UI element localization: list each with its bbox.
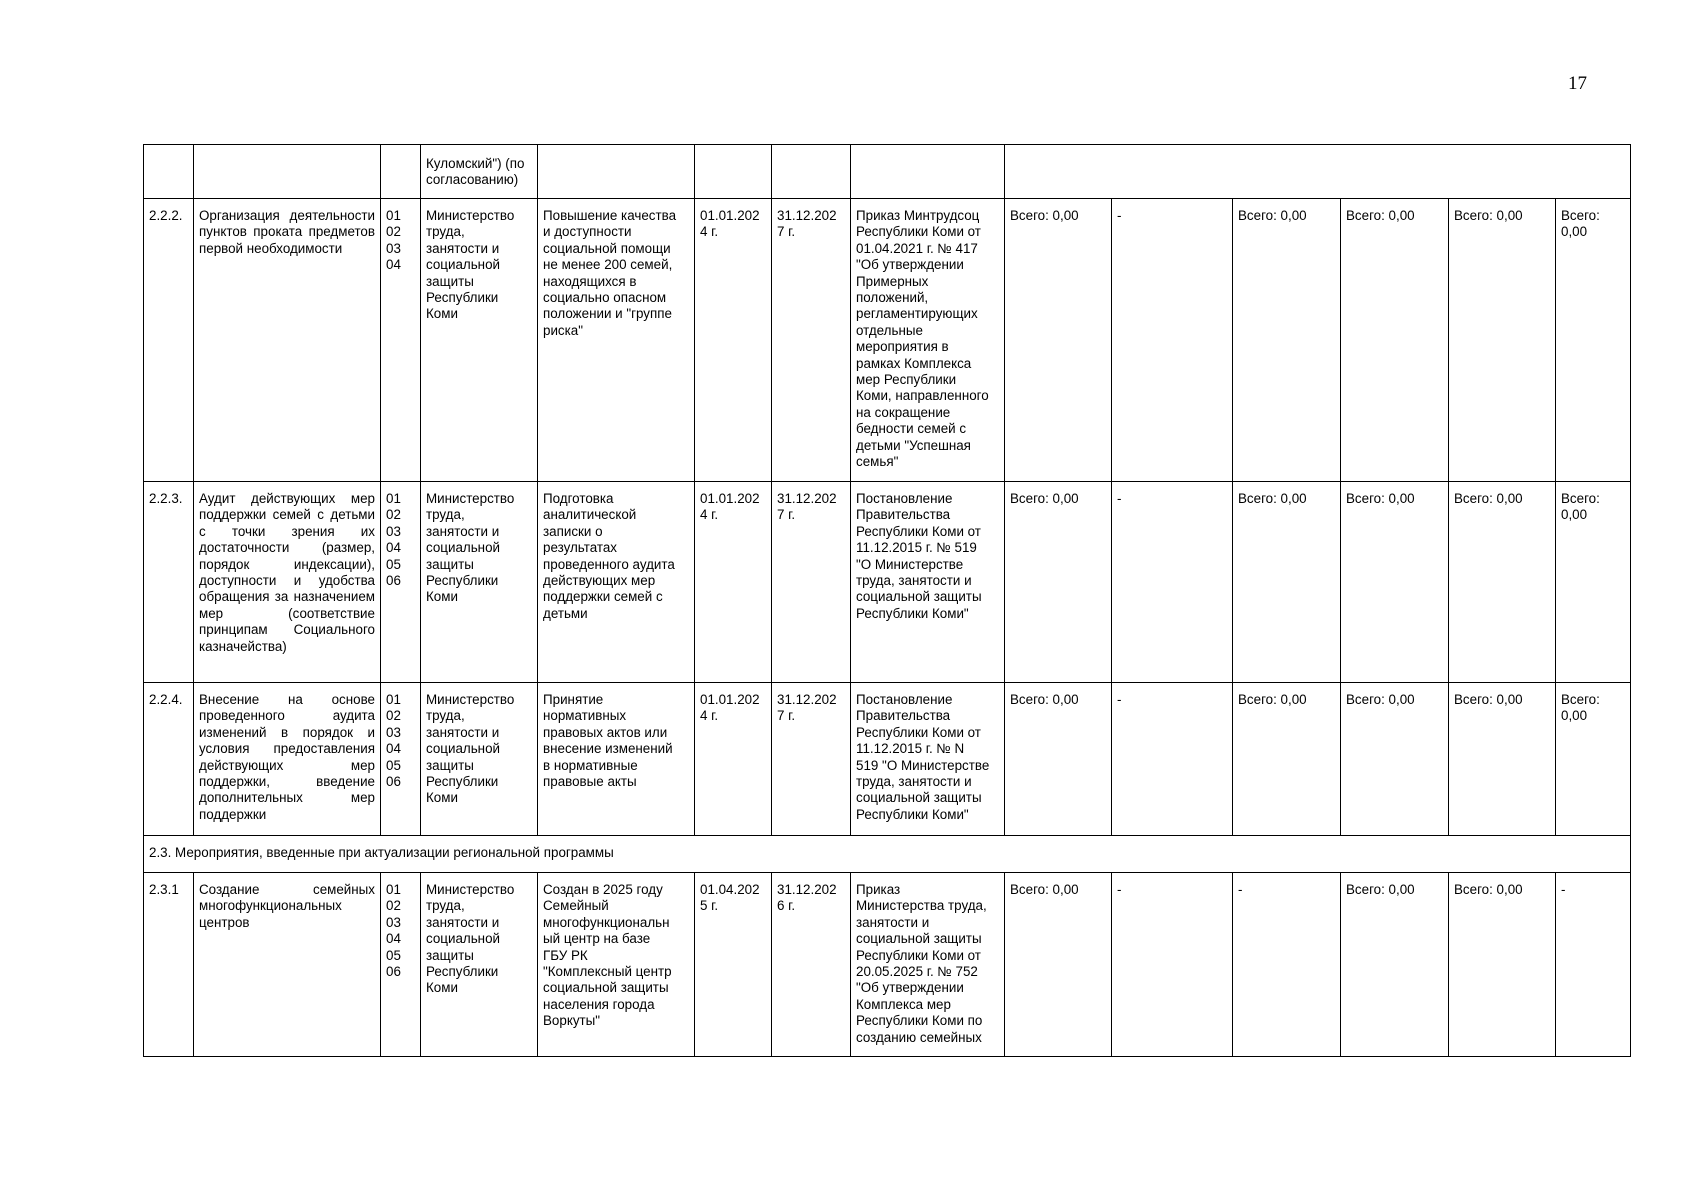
cell-funding-4: Всего: 0,00 xyxy=(1341,683,1449,836)
cell-result xyxy=(538,145,695,199)
cell-end: 31.12.202 7 г. xyxy=(772,199,851,482)
cell-document: Постановление Правительства Республики Коми от 11.12.2015 г. № N 519 "О Министерстве труда, занятости и социальной защиты Республики Коми" xyxy=(851,683,1005,836)
cell-funding-6: Всего: 0,00 xyxy=(1556,199,1631,482)
cell-codes: 01 02 03 04 xyxy=(381,199,421,482)
page-number: 17 xyxy=(1568,73,1587,94)
cell-end: 31.12.202 7 г. xyxy=(772,683,851,836)
cell-financing xyxy=(1005,145,1631,199)
cell-funding-4: Всего: 0,00 xyxy=(1341,199,1449,482)
cell-funding-1: Всего: 0,00 xyxy=(1005,873,1112,1057)
cell-codes: 01 02 03 04 05 06 xyxy=(381,873,421,1057)
cell-start: 01.01.202 4 г. xyxy=(695,482,772,683)
cell-start xyxy=(695,145,772,199)
cell-funding-1: Всего: 0,00 xyxy=(1005,199,1112,482)
table-row xyxy=(144,683,1631,836)
cell-result: Повышение качества и доступности социальной помощи не менее 200 семей, находящихся в социально опасном положении и "группе риска" xyxy=(538,199,695,482)
cell-start: 01.04.202 5 г. xyxy=(695,873,772,1057)
cell-funding-1: Всего: 0,00 xyxy=(1005,683,1112,836)
section-row xyxy=(144,836,1631,873)
cell-funding-2: - xyxy=(1112,683,1233,836)
cell-result: Создан в 2025 году Семейный многофункциональн ый центр на базе ГБУ РК "Комплексный центр социальной защиты населения города Воркуты" xyxy=(538,873,695,1057)
cell-codes xyxy=(381,145,421,199)
cell-name xyxy=(194,145,381,199)
cell-funding-2: - xyxy=(1112,199,1233,482)
cell-num: 2.3.1 xyxy=(144,873,194,1057)
cell-funding-2: - xyxy=(1112,482,1233,683)
table-row xyxy=(144,873,1631,1057)
cell-executor: Министерство труда, занятости и социальной защиты Республики Коми xyxy=(421,683,538,836)
cell-result: Принятие нормативных правовых актов или внесение изменений в нормативные правовые акты xyxy=(538,683,695,836)
cell-funding-5: Всего: 0,00 xyxy=(1449,683,1556,836)
cell-result: Подготовка аналитической записки о результатах проведенного аудита действующих мер поддержки семей с детьми xyxy=(538,482,695,683)
cell-start: 01.01.202 4 г. xyxy=(695,683,772,836)
cell-funding-6: - xyxy=(1556,873,1631,1057)
table-row xyxy=(144,199,1631,482)
cell-num: 2.2.4. xyxy=(144,683,194,836)
measures-table xyxy=(143,144,1631,1057)
cell-funding-6: Всего: 0,00 xyxy=(1556,683,1631,836)
cell-end xyxy=(772,145,851,199)
cell-executor: Министерство труда, занятости и социальной защиты Республики Коми xyxy=(421,482,538,683)
section-title: 2.3. Мероприятия, введенные при актуализации региональной программы xyxy=(144,836,1631,873)
cell-funding-3: Всего: 0,00 xyxy=(1233,199,1341,482)
cell-name: Создание семейных многофункциональных центров xyxy=(194,873,381,1057)
cell-num: 2.2.3. xyxy=(144,482,194,683)
cell-document: Приказ Минтрудсоц Республики Коми от 01.04.2021 г. № 417 "Об утверждении Примерных положений, регламентирующих отдельные мероприятия в рамках Комплекса мер Республики Коми, направленного на сокращение бедности семей с детьми "Успешная семья" xyxy=(851,199,1005,482)
cell-funding-3: Всего: 0,00 xyxy=(1233,683,1341,836)
cell-end: 31.12.202 6 г. xyxy=(772,873,851,1057)
cell-num xyxy=(144,145,194,199)
cell-document xyxy=(851,145,1005,199)
cell-funding-5: Всего: 0,00 xyxy=(1449,482,1556,683)
cell-document: Постановление Правительства Республики Коми от 11.12.2015 г. № 519 "О Министерстве труда, занятости и социальной защиты Республики Коми" xyxy=(851,482,1005,683)
cell-end: 31.12.202 7 г. xyxy=(772,482,851,683)
cell-funding-4: Всего: 0,00 xyxy=(1341,482,1449,683)
cell-funding-3: - xyxy=(1233,873,1341,1057)
cell-document: Приказ Министерства труда, занятости и социальной защиты Республики Коми от 20.05.2025 г. № 752 "Об утверждении Комплекса мер Республики Коми по созданию семейных xyxy=(851,873,1005,1057)
cell-funding-3: Всего: 0,00 xyxy=(1233,482,1341,683)
cell-codes: 01 02 03 04 05 06 xyxy=(381,482,421,683)
cell-name: Организация деятельности пунктов проката предметов первой необходимости xyxy=(194,199,381,482)
cell-funding-5: Всего: 0,00 xyxy=(1449,199,1556,482)
cell-executor: Министерство труда, занятости и социальной защиты Республики Коми xyxy=(421,199,538,482)
cell-num: 2.2.2. xyxy=(144,199,194,482)
cell-executor: Куломский") (по согласованию) xyxy=(421,145,538,199)
cell-name: Внесение на основе проведенного аудита изменений в порядок и условия предоставления действующих мер поддержки, введение дополнительных мер поддержки xyxy=(194,683,381,836)
cell-funding-4: Всего: 0,00 xyxy=(1341,873,1449,1057)
cell-name: Аудит действующих мер поддержки семей с детьми с точки зрения их достаточности (размер, порядок индексации), доступности и удобства обращения за назначением мер (соответствие принципам Социального казначейства) xyxy=(194,482,381,683)
table-row xyxy=(144,482,1631,683)
cell-start: 01.01.202 4 г. xyxy=(695,199,772,482)
cell-executor: Министерство труда, занятости и социальной защиты Республики Коми xyxy=(421,873,538,1057)
cell-codes: 01 02 03 04 05 06 xyxy=(381,683,421,836)
cell-funding-5: Всего: 0,00 xyxy=(1449,873,1556,1057)
cell-funding-1: Всего: 0,00 xyxy=(1005,482,1112,683)
cell-funding-2: - xyxy=(1112,873,1233,1057)
cell-funding-6: Всего: 0,00 xyxy=(1556,482,1631,683)
table-row-continuation xyxy=(144,145,1631,199)
